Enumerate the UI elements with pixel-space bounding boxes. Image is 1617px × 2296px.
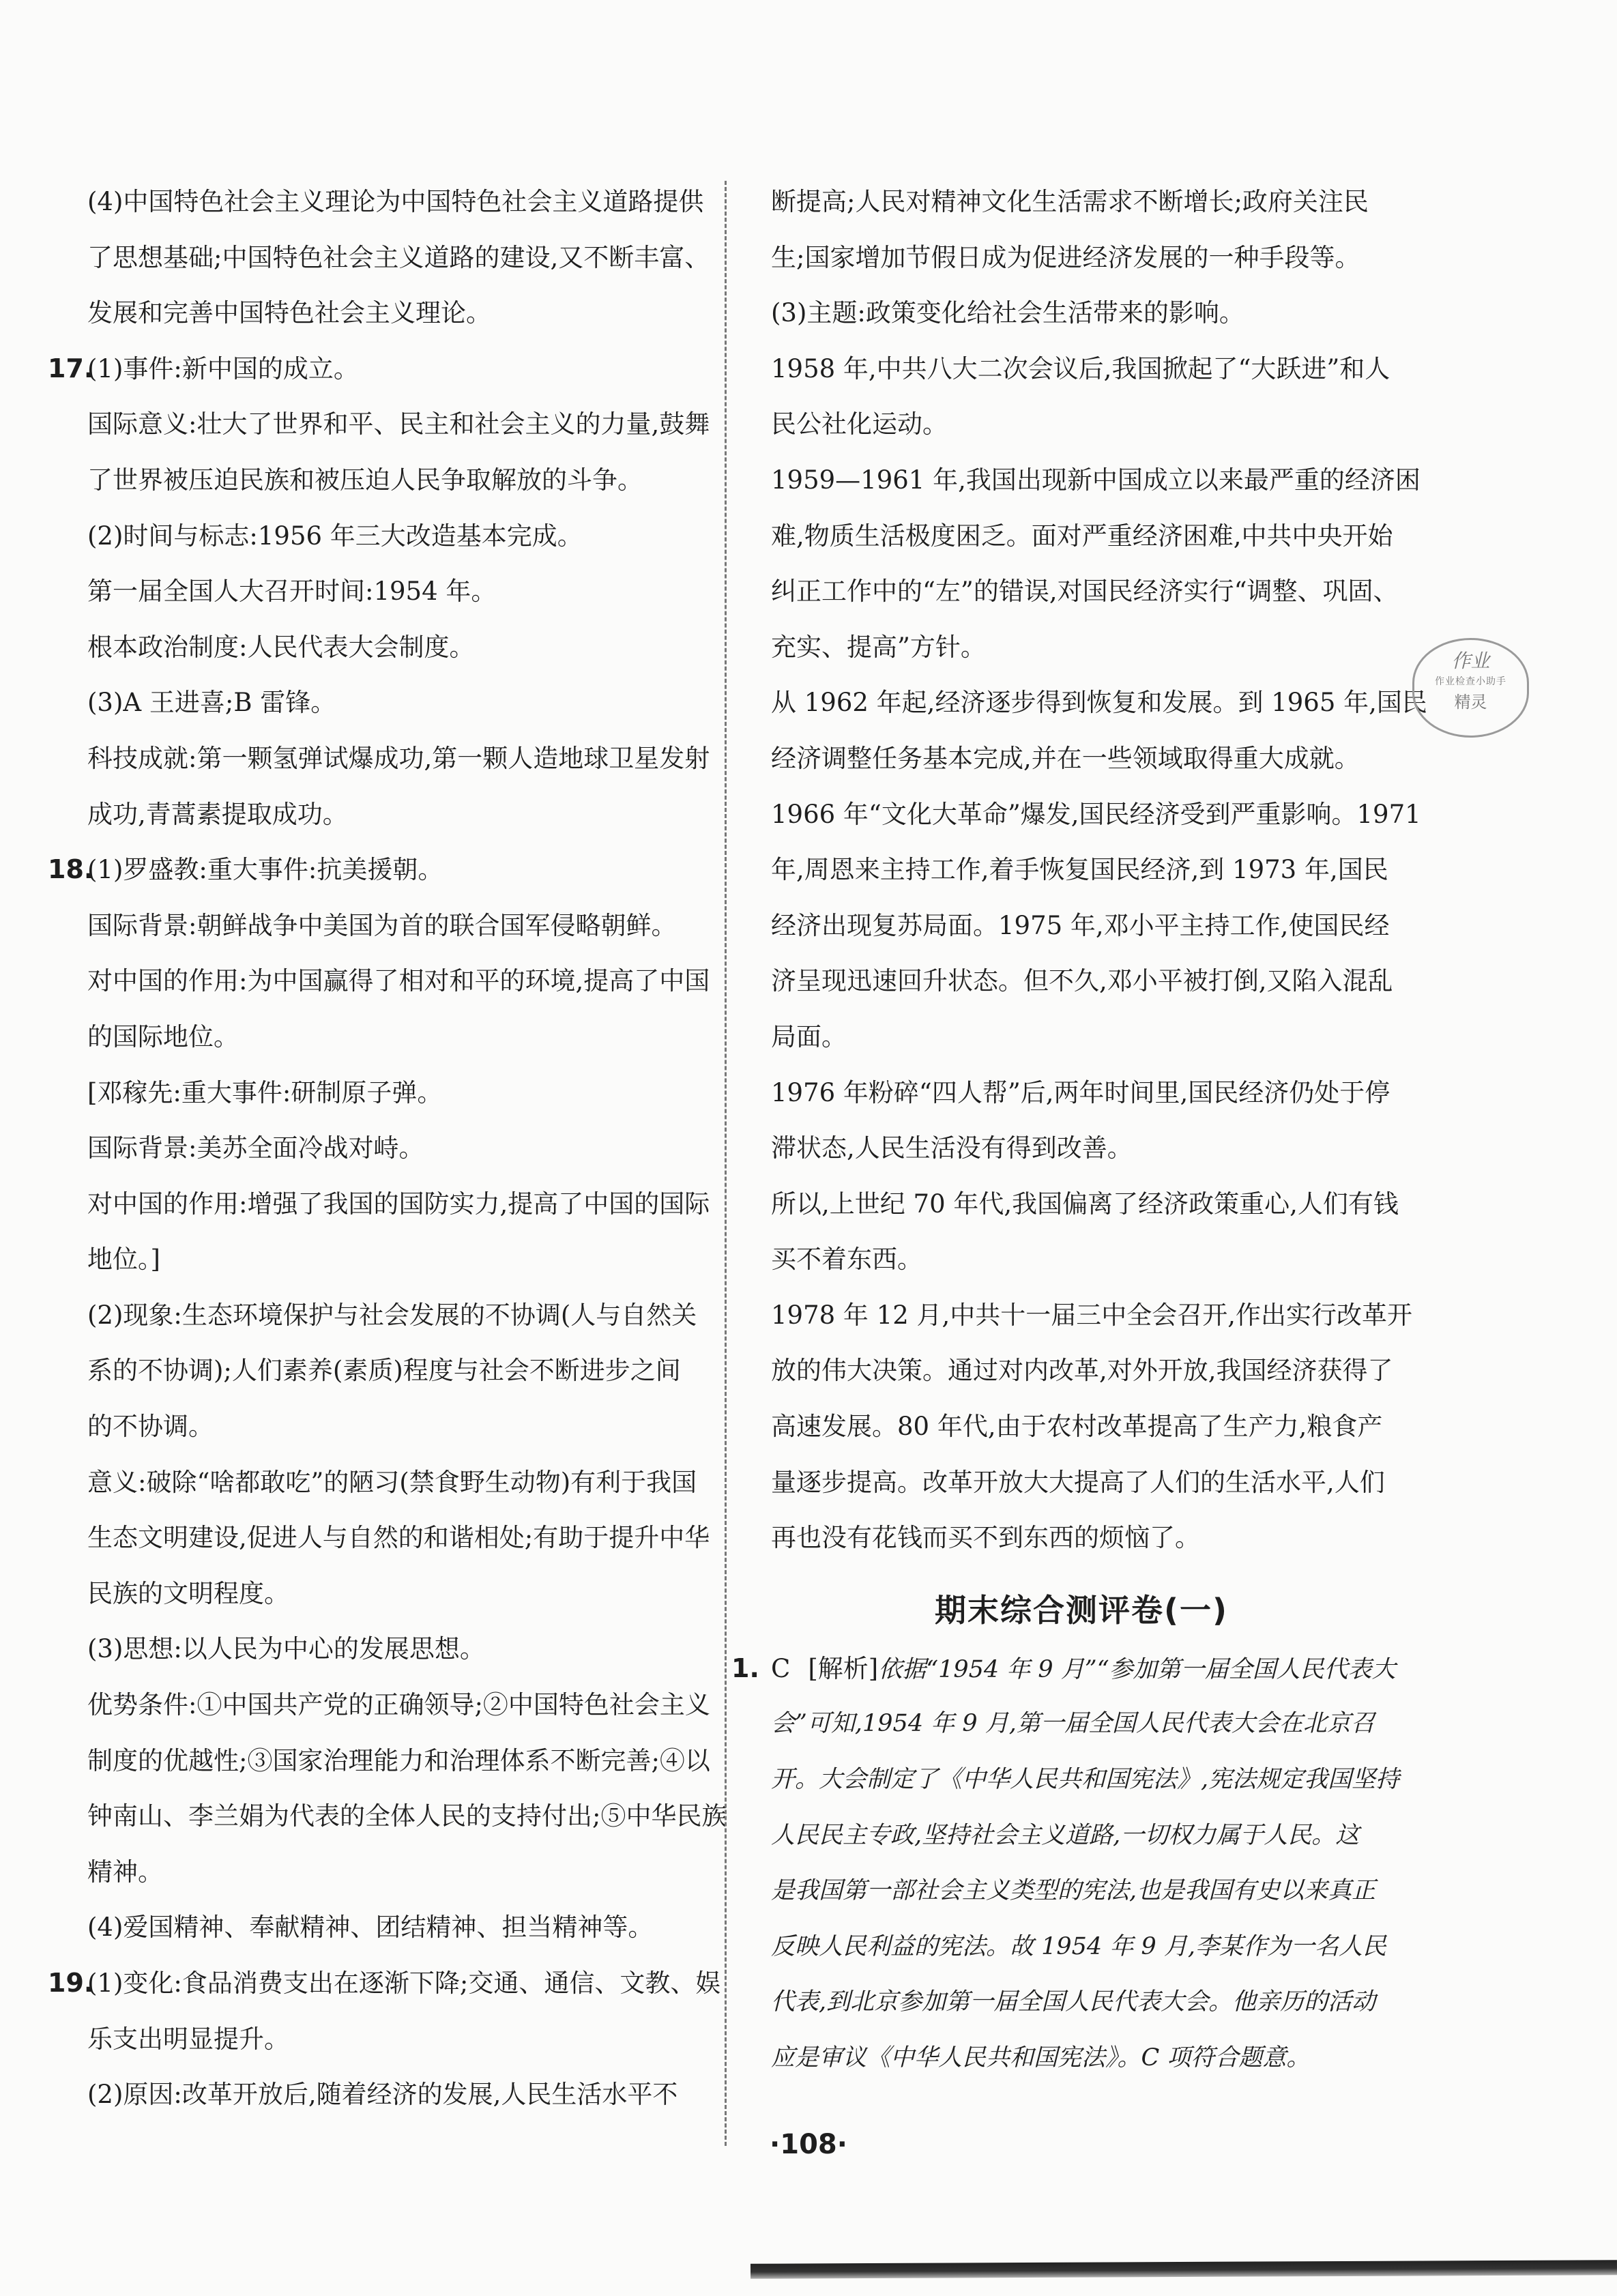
explanation-line: 反映人民利益的宪法。故 1954 年 9 月,李某作为一名人民	[771, 1932, 1386, 1960]
text-line: 钟南山、李兰娟为代表的全体人民的支持付出;⑤中华民族	[87, 1801, 727, 1831]
section-title: 期末综合测评卷(一)	[934, 1591, 1229, 1629]
explanation-tag: [解析]	[808, 1653, 879, 1683]
text-line: 的国际地位。	[87, 1021, 239, 1051]
question-number: 1.	[731, 1653, 759, 1683]
text-line: 1958 年,中共八大二次会议后,我国掀起了“大跃进”和人	[771, 353, 1390, 383]
text-line: 从 1962 年起,经济逐步得到恢复和发展。到 1965 年,国民	[771, 688, 1427, 718]
text-line: 制度的优越性;③国家治理能力和治理体系不断完善;④以	[87, 1745, 710, 1775]
stamp-top-text: 作业	[1451, 650, 1490, 672]
text-line: 生态文明建设,促进人与自然的和谐相处;有助于提升中华	[87, 1523, 710, 1553]
text-line: 生;国家增加节假日成为促进经济发展的一种手段等。	[771, 242, 1360, 272]
right-column	[731, 174, 1427, 2087]
text-line: 量逐步提高。改革开放大大提高了人们的生活水平,人们	[771, 1467, 1385, 1497]
text-line: 买不着东西。	[771, 1245, 922, 1275]
text-line: 高速发展。80 年代,由于农村改革提高了生产力,粮食产	[771, 1412, 1383, 1442]
text-line: 局面。	[771, 1021, 847, 1051]
text-line: (1)变化:食品消费支出在逐渐下降;交通、通信、文教、娱	[87, 1968, 721, 1998]
text-line: 难,物质生活极度困乏。面对严重经济困难,中共中央开始	[771, 521, 1393, 551]
text-line: 发展和完善中国特色社会主义理论。	[87, 298, 491, 328]
text-line: 所以,上世纪 70 年代,我国偏离了经济政策重心,人们有钱	[771, 1189, 1399, 1219]
text-line: 纠正工作中的“左”的错误,对国民经济实行“调整、巩固、	[771, 577, 1399, 607]
text-line: 经济出现复苏局面。1975 年,邓小平主持工作,使国民经	[771, 910, 1390, 940]
question-19-line	[48, 1956, 721, 2011]
question-number: 19.	[48, 1968, 94, 1998]
text-line: 根本政治制度:人民代表大会制度。	[87, 632, 475, 662]
text-line: 1976 年粉碎“四人帮”后,两年时间里,国民经济仍处于停	[771, 1077, 1390, 1107]
text-line: (3)思想:以人民为中心的发展思想。	[87, 1634, 485, 1664]
text-line: 对中国的作用:增强了我国的国防实力,提高了中国的国际	[87, 1189, 710, 1219]
text-line: 了思想基础;中国特色社会主义道路的建设,又不断丰富、	[87, 242, 710, 272]
text-line: (1)事件:新中国的成立。	[87, 353, 359, 383]
text-line: (3)主题:政策变化给社会生活带来的影响。	[771, 298, 1244, 328]
question-number: 17.	[48, 353, 94, 383]
explanation-line: 代表,到北京参加第一届全国人民代表大会。他亲历的活动	[771, 1988, 1376, 2016]
explanation-line: 应是审议《中华人民共和国宪法》。C 项符合题意。	[771, 2044, 1311, 2072]
text-line: 第一届全国人大召开时间:1954 年。	[87, 577, 497, 607]
text-line: 民族的文明程度。	[87, 1578, 289, 1608]
text-line: 断提高;人民对精神文化生活需求不断增长;政府关注民	[771, 187, 1369, 216]
text-line: 系的不协调);人们素养(素质)程度与社会不断进步之间	[87, 1356, 681, 1386]
text-line: 1959—1961 年,我国出现新中国成立以来最严重的经济困	[771, 465, 1421, 495]
page-number: ·108·	[770, 2129, 847, 2160]
text-line: [邓稼先:重大事件:研制原子弹。	[87, 1077, 443, 1107]
text-line: (3)A 王进喜;B 雷锋。	[87, 688, 336, 718]
column-divider	[725, 181, 727, 2146]
text-line: 1966 年“文化大革命”爆发,国民经济受到严重影响。1971	[771, 799, 1421, 829]
text-line: 1978 年 12 月,中共十一届三中全会召开,作出实行改革开	[771, 1300, 1413, 1330]
text-line: (1)罗盛教:重大事件:抗美援朝。	[87, 855, 443, 885]
text-line: 国际背景:朝鲜战争中美国为首的联合国军侵略朝鲜。	[87, 910, 677, 940]
text-line: 意义:破除“啥都敢吃”的陋习(禁食野生动物)有利于我国	[87, 1467, 697, 1497]
stamp-middle-text: 作业检查小助手	[1435, 676, 1506, 687]
text-line: (4)中国特色社会主义理论为中国特色社会主义道路提供	[87, 187, 704, 216]
text-line: 民公社化运动。	[771, 409, 948, 439]
question-17-line	[48, 341, 703, 397]
explanation-line: 依据“1954 年 9 月”“参加第一届全国人民代表大	[878, 1655, 1396, 1683]
text-line: 放的伟大决策。通过对内改革,对外开放,我国经济获得了	[771, 1356, 1393, 1386]
text-line: 成功,青蒿素提取成功。	[87, 799, 348, 829]
text-line: 充实、提高”方针。	[771, 632, 986, 662]
explanation-line: 人民民主专政,坚持社会主义道路,一切权力属于人民。这	[771, 1821, 1360, 1849]
explanation-line: 开。大会制定了《中华人民共和国宪法》,宪法规定我国坚持	[771, 1766, 1400, 1794]
bottom-scan-edge	[751, 2260, 1617, 2279]
text-line: 了世界被压迫民族和被压迫人民争取解放的斗争。	[87, 465, 643, 495]
text-line: 科技成就:第一颗氢弹试爆成功,第一颗人造地球卫星发射	[87, 743, 710, 773]
question-1-line	[731, 1641, 1396, 1697]
text-line: 国际意义:壮大了世界和平、民主和社会主义的力量,鼓舞	[87, 409, 710, 439]
stamp-bottom-text: 精灵	[1454, 693, 1487, 712]
text-line: 精神。	[87, 1857, 163, 1887]
text-line: 经济调整任务基本完成,并在一些领域取得重大成就。	[771, 743, 1360, 773]
text-line: 国际背景:美苏全面冷战对峙。	[87, 1133, 424, 1163]
text-line: 乐支出明显提升。	[87, 2024, 289, 2054]
question-18-line	[48, 842, 703, 898]
text-line: (4)爱国精神、奉献精神、团结精神、担当精神等。	[87, 1913, 654, 1943]
text-line: 对中国的作用:为中国赢得了相对和平的环境,提高了中国	[87, 966, 710, 996]
text-line: 济呈现迅速回升状态。但不久,邓小平被打倒,又陷入混乱	[771, 966, 1393, 996]
explanation-line: 是我国第一部社会主义类型的宪法,也是我国有史以来真正	[771, 1877, 1376, 1905]
homework-helper-stamp	[1412, 638, 1529, 738]
text-line: 地位。]	[87, 1245, 160, 1275]
text-line: (2)时间与标志:1956 年三大改造基本完成。	[87, 521, 583, 551]
question-number: 18.	[48, 854, 94, 885]
text-line: (2)现象:生态环境保护与社会发展的不协调(人与自然关	[87, 1300, 697, 1330]
text-line: 年,周恩来主持工作,着手恢复国民经济,到 1973 年,国民	[771, 855, 1388, 885]
text-line: 优势条件:①中国共产党的正确领导;②中国特色社会主义	[87, 1690, 710, 1720]
text-line: 滞状态,人民生活没有得到改善。	[771, 1133, 1133, 1163]
answer-choice: C	[771, 1653, 791, 1683]
explanation-line: 会”可知,1954 年 9 月,第一届全国人民代表大会在北京召	[771, 1710, 1375, 1738]
left-column	[48, 174, 727, 2123]
text-line: 的不协调。	[87, 1412, 214, 1442]
text-line: 再也没有花钱而买不到东西的烦恼了。	[771, 1523, 1200, 1553]
text-line: (2)原因:改革开放后,随着经济的发展,人民生活水平不	[87, 2080, 678, 2110]
